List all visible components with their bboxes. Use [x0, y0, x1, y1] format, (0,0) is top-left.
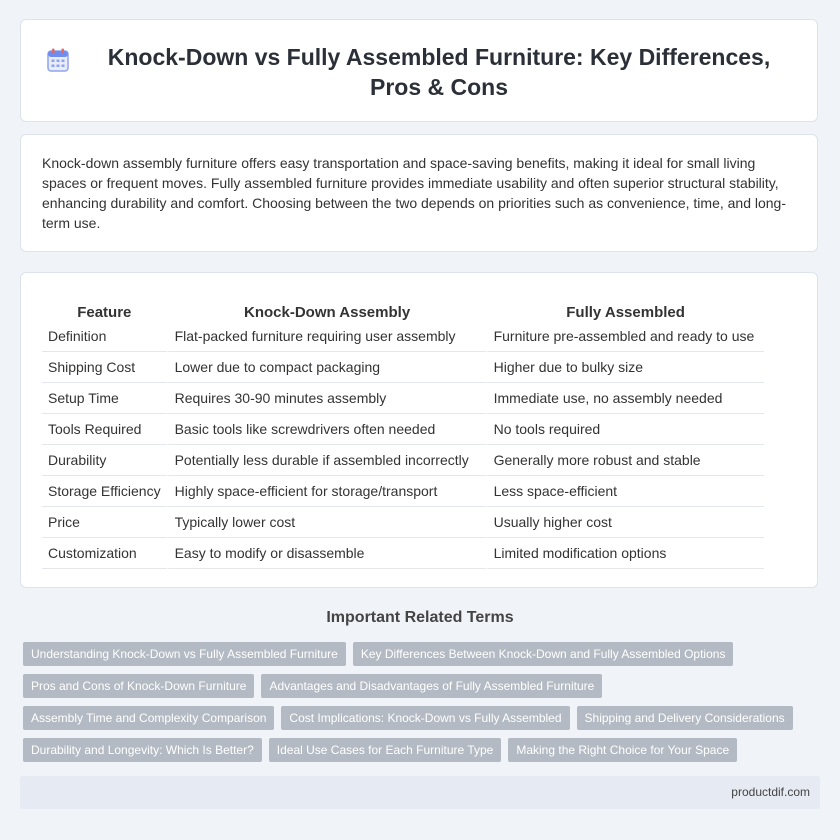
knock-down-cell: Highly space-efficient for storage/transport — [167, 476, 486, 507]
knock-down-cell: Potentially less durable if assembled incorrectly — [167, 445, 486, 476]
related-term-tag[interactable]: Ideal Use Cases for Each Furniture Type — [269, 738, 502, 762]
feature-cell: Customization — [42, 538, 167, 569]
related-term-tag[interactable]: Cost Implications: Knock-Down vs Fully Assembled — [281, 706, 569, 730]
fully-assembled-cell: Less space-efficient — [486, 476, 764, 507]
table-row — [42, 321, 764, 352]
related-term-tag[interactable]: Durability and Longevity: Which Is Better? — [23, 738, 262, 762]
table-row — [42, 445, 764, 476]
feature-cell: Price — [42, 507, 167, 538]
fully-assembled-cell: Generally more robust and stable — [486, 445, 764, 476]
knock-down-cell: Typically lower cost — [167, 507, 486, 538]
related-term-tag[interactable]: Pros and Cons of Knock-Down Furniture — [23, 674, 254, 698]
feature-cell: Storage Efficiency — [42, 476, 167, 507]
comparison-card — [20, 272, 818, 588]
related-term-tag[interactable]: Advantages and Disadvantages of Fully Assembled Furniture — [261, 674, 602, 698]
table-header-row — [42, 296, 764, 321]
page-title: Knock-Down vs Fully Assembled Furniture: Key Differences, Pros & Cons — [107, 44, 771, 100]
table-row — [42, 538, 764, 569]
column-header-feature: Feature — [77, 304, 132, 321]
column-header-fully-assembled: Fully Assembled — [486, 296, 764, 321]
fully-assembled-cell: Usually higher cost — [486, 507, 764, 538]
footer — [20, 776, 820, 809]
knock-down-cell: Flat-packed furniture requiring user assembly — [167, 321, 486, 352]
title-row — [21, 42, 817, 102]
tag-row — [23, 706, 803, 730]
fully-assembled-cell: No tools required — [486, 414, 764, 445]
tag-row — [23, 642, 803, 666]
fully-assembled-cell: Limited modification options — [486, 538, 764, 569]
related-terms-list — [23, 642, 803, 770]
feature-cell: Definition — [42, 321, 167, 352]
knock-down-cell: Requires 30-90 minutes assembly — [167, 383, 486, 414]
fully-assembled-cell: Immediate use, no assembly needed — [486, 383, 764, 414]
related-term-tag[interactable]: Assembly Time and Complexity Comparison — [23, 706, 274, 730]
table-row — [42, 507, 764, 538]
comparison-table — [42, 296, 764, 569]
feature-cell: Tools Required — [42, 414, 167, 445]
tag-row — [23, 738, 803, 762]
intro-card — [20, 134, 818, 252]
related-term-tag[interactable]: Key Differences Between Knock-Down and Fully Assembled Options — [353, 642, 734, 666]
feature-cell: Durability — [42, 445, 167, 476]
knock-down-cell: Basic tools like screwdrivers often needed — [167, 414, 486, 445]
knock-down-cell: Easy to modify or disassemble — [167, 538, 486, 569]
table-row — [42, 414, 764, 445]
intro-paragraph: Knock-down assembly furniture offers easy transportation and space-saving benefits, making it ideal for small living spaces or frequent moves. Fully assembled furniture provides immediate usability and often superior structural stability, enhancing durability and comfort. Choosing between the two depends on priorities such as convenience, time, and long-term use. — [42, 155, 787, 231]
table-row — [42, 476, 764, 507]
related-term-tag[interactable]: Understanding Knock-Down vs Fully Assembled Furniture — [23, 642, 346, 666]
related-term-tag[interactable]: Shipping and Delivery Considerations — [577, 706, 793, 730]
table-row — [42, 383, 764, 414]
table-row — [42, 352, 764, 383]
knock-down-cell: Lower due to compact packaging — [167, 352, 486, 383]
header-card — [20, 19, 818, 122]
tag-row — [23, 674, 803, 698]
site-credit[interactable]: productdif.com — [731, 785, 810, 799]
column-header-knock-down: Knock-Down Assembly — [167, 296, 486, 321]
fully-assembled-cell: Higher due to bulky size — [486, 352, 764, 383]
related-terms-heading: Important Related Terms — [326, 609, 514, 626]
feature-cell: Shipping Cost — [42, 352, 167, 383]
calendar-icon — [47, 48, 69, 72]
related-term-tag[interactable]: Making the Right Choice for Your Space — [508, 738, 737, 762]
feature-cell: Setup Time — [42, 383, 167, 414]
fully-assembled-cell: Furniture pre-assembled and ready to use — [486, 321, 764, 352]
